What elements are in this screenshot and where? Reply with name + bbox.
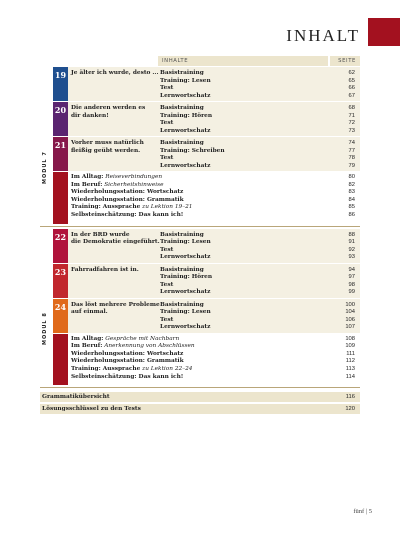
page-number: 74 <box>348 140 355 146</box>
extra-item[interactable] <box>71 182 192 190</box>
page-number: 99 <box>348 289 355 296</box>
footer-separator: | <box>365 508 368 515</box>
lesson-item: Training: Lesen <box>160 309 211 316</box>
lesson-item: Basistraining <box>160 70 204 76</box>
lesson-number: 21 <box>53 137 68 171</box>
page-number: 116 <box>345 394 355 401</box>
extra-item[interactable] <box>71 189 192 197</box>
appendix-row[interactable] <box>40 404 360 414</box>
lesson-title-line: Das löst mehrere Probleme <box>71 301 160 308</box>
lesson-item: Test <box>160 316 174 323</box>
page-number: 94 <box>348 266 355 273</box>
lesson-item: Training: Lesen <box>160 77 211 84</box>
page-number: 84 <box>348 196 355 203</box>
page-number: 111 <box>346 350 355 357</box>
lesson-title-line: Vorher muss natürlich <box>71 140 144 146</box>
page-number: 85 <box>348 204 355 211</box>
module-extras <box>71 336 195 382</box>
lesson-title-line: dir danken! <box>71 112 109 119</box>
extra-item-label: Wiederholungsstation: Wortschatz <box>71 350 184 357</box>
lesson-item: Test <box>160 85 174 92</box>
lesson-item: Test <box>160 120 174 127</box>
page-number: 97 <box>348 274 355 281</box>
lesson-title-line: Fahrradfahren ist in. <box>71 266 139 273</box>
page-number: 72 <box>348 120 355 127</box>
extra-item-label: Selbsteinschätzung: Das kann ich! <box>71 373 184 380</box>
page-number: 88 <box>348 231 355 238</box>
module-extras-pages <box>330 336 355 382</box>
extra-item-subtitle: zu Lektion 19–21 <box>142 204 193 211</box>
page-number: 82 <box>348 181 355 188</box>
page-number: 80 <box>348 174 355 180</box>
page-number: 68 <box>348 105 355 111</box>
lesson-item: Basistraining <box>160 140 204 146</box>
lesson-number: 22 <box>53 229 68 263</box>
page-number: 112 <box>345 358 355 365</box>
lesson-pages <box>330 70 355 100</box>
extra-item[interactable] <box>71 174 192 182</box>
lesson-item: Lernwortschatz <box>160 254 211 261</box>
extra-item-subtitle: Gespräche mit Nachbarn <box>105 335 180 342</box>
footer-page-number: 5 <box>368 508 372 515</box>
lesson-item: Training: Hören <box>160 112 213 119</box>
lesson-items <box>160 70 211 100</box>
module-red-bar <box>53 172 68 224</box>
module-label: MODUL 8 <box>42 312 48 346</box>
lesson-pages <box>330 267 355 297</box>
page-number: 67 <box>348 92 355 99</box>
page-number: 62 <box>348 70 355 76</box>
page-number: 107 <box>345 324 355 331</box>
lesson-item: Training: Hören <box>160 274 213 281</box>
page-number: 93 <box>348 254 355 261</box>
page-number: 79 <box>348 162 355 169</box>
page-title: INHALT <box>286 26 360 45</box>
lesson-title-line: fleißig geübt werden. <box>71 147 141 154</box>
lesson-title-line: Die anderen werden es <box>71 105 146 111</box>
header-inhalt: INHALTE <box>158 56 328 66</box>
lesson-title[interactable] <box>71 70 158 78</box>
extra-item-label: Training: Aussprache <box>71 365 141 372</box>
extra-item-label: Wiederholungsstation: Wortschatz <box>71 189 184 196</box>
appendix-title: Grammatikübersicht <box>42 394 110 401</box>
lesson-items <box>160 140 225 170</box>
lesson-item: Basistraining <box>160 266 204 273</box>
page-number: 114 <box>345 373 355 380</box>
page-number: 83 <box>348 189 355 196</box>
extra-item[interactable] <box>71 343 195 351</box>
lesson-pages <box>330 232 355 262</box>
module-extras-pages <box>330 174 355 220</box>
extra-item[interactable] <box>71 374 195 382</box>
extra-item[interactable] <box>71 358 195 366</box>
extra-item-label: Training: Aussprache <box>71 204 141 211</box>
extra-item-subtitle: Sicherheitshinweise <box>104 181 164 188</box>
lesson-number: 23 <box>53 264 68 298</box>
page-number: 98 <box>348 281 355 288</box>
page-number: 91 <box>348 239 355 246</box>
lesson-title-line: die Demokratie eingeführt. <box>71 239 160 246</box>
lesson-item: Basistraining <box>160 105 204 111</box>
extra-item[interactable] <box>71 336 195 344</box>
lesson-items <box>160 267 212 297</box>
page-number: 120 <box>345 406 355 413</box>
lesson-item: Test <box>160 155 174 162</box>
lesson-pages <box>330 302 355 332</box>
lesson-title[interactable] <box>71 267 139 275</box>
extra-item[interactable] <box>71 197 192 205</box>
module-divider <box>40 387 360 388</box>
extra-item-label: Wiederholungsstation: Grammatik <box>71 196 184 203</box>
extra-item[interactable] <box>71 212 192 220</box>
lesson-items <box>160 105 212 135</box>
page-number: 108 <box>345 335 355 342</box>
lesson-title[interactable] <box>71 302 160 317</box>
extra-item-label: Selbsteinschätzung: Das kann ich! <box>71 211 184 218</box>
page-number: 92 <box>348 246 355 253</box>
lesson-pages <box>330 105 355 135</box>
lesson-items <box>160 302 211 332</box>
extra-item-subtitle: Reiseverbindungen <box>105 174 163 180</box>
lesson-item: Test <box>160 246 174 253</box>
lesson-pages <box>330 140 355 170</box>
extra-item[interactable] <box>71 351 195 359</box>
lesson-title[interactable] <box>71 232 160 247</box>
page-number: 86 <box>348 211 355 218</box>
lesson-title-line: auf einmal. <box>71 309 108 316</box>
lesson-number: 19 <box>53 67 68 101</box>
lesson-item: Basistraining <box>160 301 204 308</box>
extra-item-label: Im Alltag: <box>71 174 104 180</box>
extra-item[interactable] <box>71 366 195 374</box>
page-number: 78 <box>348 155 355 162</box>
lesson-item: Training: Schreiben <box>160 147 225 154</box>
module-label: MODUL 7 <box>42 150 48 184</box>
appendix-row[interactable] <box>40 392 360 402</box>
header-seite: SEITE <box>330 56 360 66</box>
extra-item-subtitle: zu Lektion 22–24 <box>142 365 193 372</box>
lesson-item: Lernwortschatz <box>160 127 211 134</box>
lesson-item: Lernwortschatz <box>160 92 211 99</box>
page-number: 109 <box>345 343 355 350</box>
extra-item-label: Im Beruf: <box>71 181 103 188</box>
lesson-number: 20 <box>53 102 68 136</box>
extra-item[interactable] <box>71 204 192 212</box>
extra-item-label: Im Alltag: <box>71 335 104 342</box>
lesson-item: Test <box>160 281 174 288</box>
module-red-bar <box>53 334 68 386</box>
lesson-number: 24 <box>53 299 68 333</box>
page-number: 106 <box>345 316 355 323</box>
lesson-item: Lernwortschatz <box>160 324 211 331</box>
module-extras <box>71 174 192 220</box>
lesson-item: Lernwortschatz <box>160 162 211 169</box>
lesson-title[interactable] <box>71 105 145 120</box>
page-number: 104 <box>345 309 355 316</box>
extra-item-label: Wiederholungsstation: Grammatik <box>71 358 184 365</box>
red-corner-block <box>368 18 400 46</box>
page-number: 100 <box>345 301 355 308</box>
page-number: 71 <box>348 112 355 119</box>
module-divider <box>40 226 360 227</box>
page-number: 66 <box>348 85 355 92</box>
lesson-items <box>160 232 211 262</box>
lesson-item: Basistraining <box>160 231 204 238</box>
appendix-title: Lösungsschlüssel zu den Tests <box>42 406 141 413</box>
lesson-item: Lernwortschatz <box>160 289 211 296</box>
footer-word: fünf <box>353 508 365 515</box>
page-number: 65 <box>348 77 355 84</box>
extra-item-subtitle: Anerkennung von Abschlüssen <box>104 343 195 350</box>
lesson-title-line: In der BRD wurde <box>71 231 130 238</box>
page-number: 77 <box>348 147 355 154</box>
page-footer <box>353 508 372 515</box>
lesson-item: Training: Lesen <box>160 239 211 246</box>
page-number: 113 <box>345 365 355 372</box>
extra-item-label: Im Beruf: <box>71 343 103 350</box>
lesson-title[interactable] <box>71 140 144 155</box>
page-number: 73 <box>348 127 355 134</box>
lesson-title-line: Je älter ich wurde, desto ... <box>71 70 159 76</box>
